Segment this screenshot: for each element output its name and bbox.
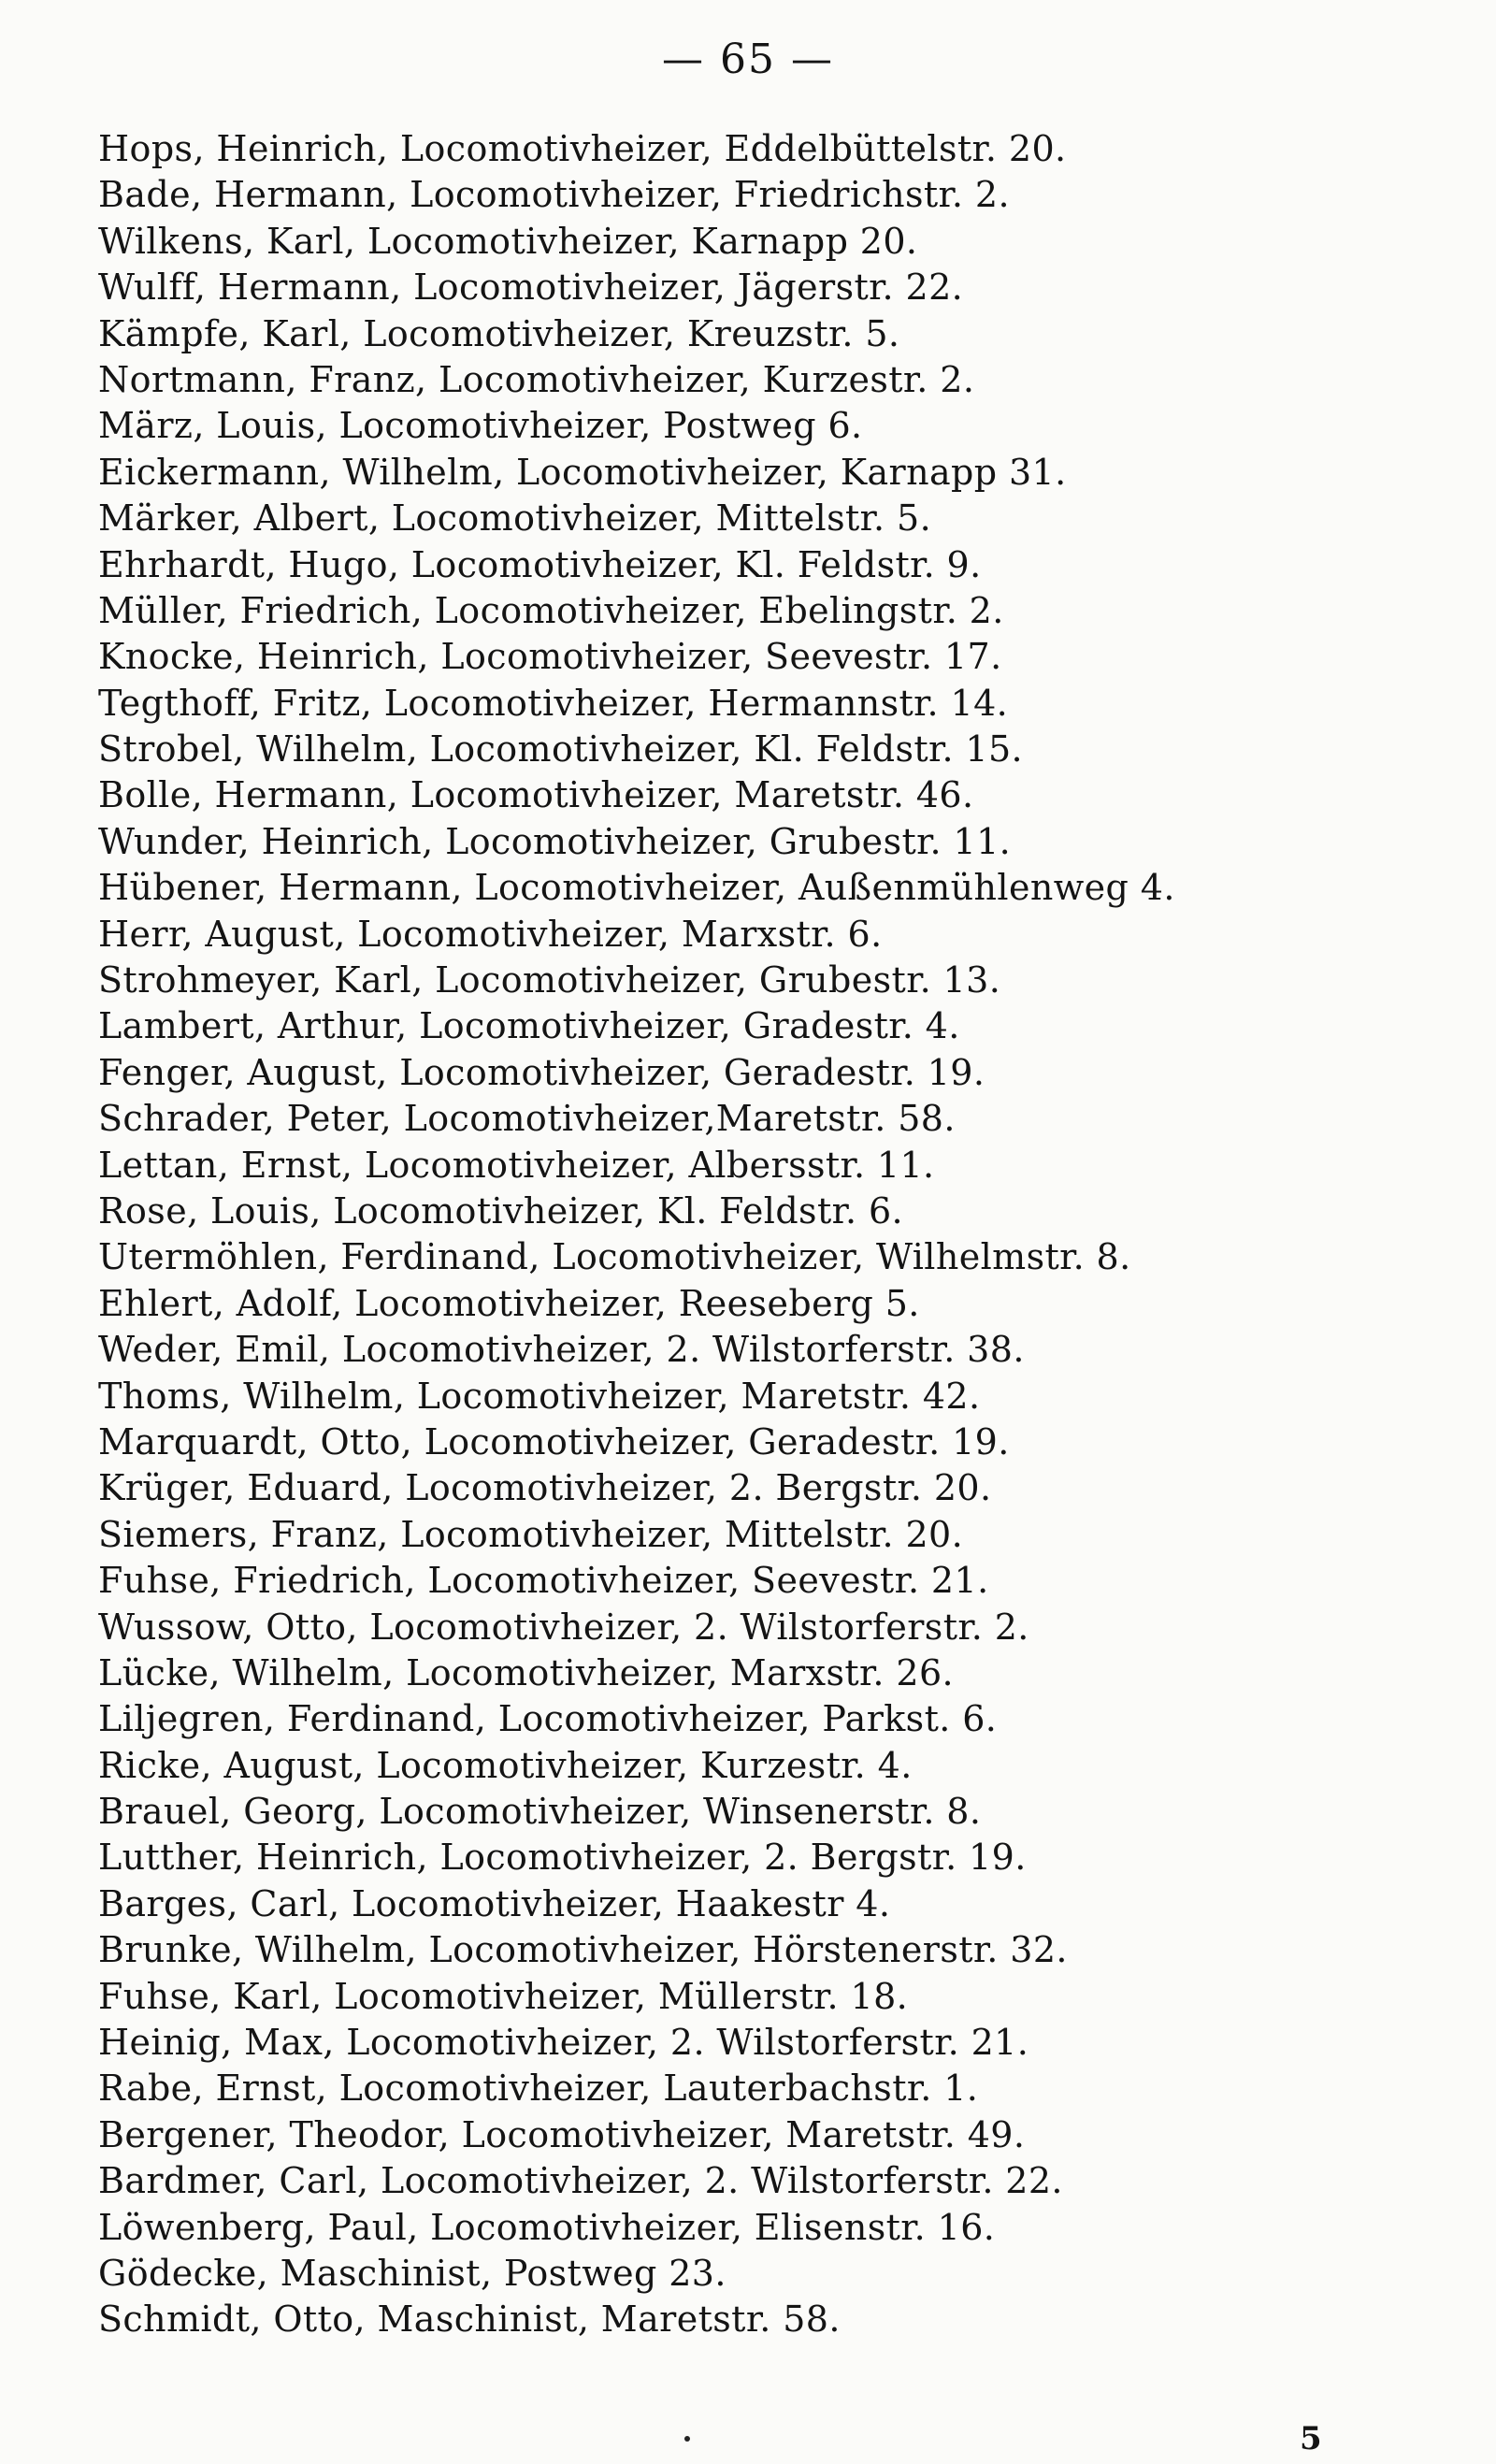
- list-item: Utermöhlen, Ferdinand, Locomotivheizer, Wilhelmstr. 8.: [98, 1236, 1131, 1278]
- list-item: Rabe, Ernst, Locomotivheizer, Lauterbachstr. 1.: [98, 2068, 979, 2110]
- list-item: Ricke, August, Locomotivheizer, Kurzestr. 4.: [98, 1744, 913, 1786]
- list-item: Tegthoff, Fritz, Locomotivheizer, Hermannstr. 14.: [98, 682, 1009, 724]
- list-item: Strobel, Wilhelm, Locomotivheizer, Kl. Feldstr. 15.: [98, 728, 1024, 771]
- list-item: Brauel, Georg, Locomotivheizer, Winsenerstr. 8.: [98, 1791, 982, 1833]
- list-item: Thoms, Wilhelm, Locomotivheizer, Maretstr. 42.: [98, 1375, 981, 1417]
- list-item: Bardmer, Carl, Locomotivheizer, 2. Wilstorferstr. 22.: [98, 2160, 1063, 2202]
- list-item: Ehlert, Adolf, Locomotivheizer, Reeseberg 5.: [98, 1282, 920, 1324]
- list-item: Lambert, Arthur, Locomotivheizer, Gradestr. 4.: [98, 1005, 960, 1047]
- signature-mark: 5: [1300, 2420, 1322, 2457]
- list-item: Krüger, Eduard, Locomotivheizer, 2. Bergstr. 20.: [98, 1467, 992, 1509]
- list-item: Fuhse, Friedrich, Locomotivheizer, Seevestr. 21.: [98, 1560, 989, 1602]
- list-item: Barges, Carl, Locomotivheizer, Haakestr 4.: [98, 1882, 891, 1924]
- list-item: Bergener, Theodor, Locomotivheizer, Maretstr. 49.: [98, 2113, 1026, 2155]
- list-item: Schrader, Peter, Locomotivheizer,Maretstr. 58.: [98, 1098, 956, 1140]
- list-item: Knocke, Heinrich, Locomotivheizer, Seevestr. 17.: [98, 636, 1002, 678]
- list-item: Fuhse, Karl, Locomotivheizer, Müllerstr. 18.: [98, 1975, 909, 2017]
- list-item: Lücke, Wilhelm, Locomotivheizer, Marxstr. 26.: [98, 1651, 955, 1693]
- list-item: Strohmeyer, Karl, Locomotivheizer, Grubestr. 13.: [98, 959, 1001, 1001]
- list-item: Löwenberg, Paul, Locomotivheizer, Elisenstr. 16.: [98, 2206, 996, 2248]
- list-item: Lutther, Heinrich, Locomotivheizer, 2. Bergstr. 19.: [98, 1837, 1027, 1879]
- list-item: Ehrhardt, Hugo, Locomotivheizer, Kl. Feldstr. 9.: [98, 543, 982, 585]
- list-item: Brunke, Wilhelm, Locomotivheizer, Hörstenerstr. 32.: [98, 1929, 1068, 1971]
- list-item: Hops, Heinrich, Locomotivheizer, Eddelbüttelstr. 20.: [98, 128, 1067, 169]
- list-item: Gödecke, Maschinist, Postweg 23.: [98, 2252, 726, 2294]
- list-item: Wulff, Hermann, Locomotivheizer, Jägerstr. 22.: [98, 267, 964, 309]
- list-item: Wilkens, Karl, Locomotivheizer, Karnapp 20.: [98, 220, 918, 262]
- list-item: Siemers, Franz, Locomotivheizer, Mittelstr. 20.: [98, 1513, 964, 1555]
- list-item: Märker, Albert, Locomotivheizer, Mittelstr. 5.: [98, 497, 932, 540]
- list-item: Bolle, Hermann, Locomotivheizer, Maretstr. 46.: [98, 774, 974, 816]
- list-item: Eickermann, Wilhelm, Locomotivheizer, Karnapp 31.: [98, 451, 1067, 493]
- list-item: Müller, Friedrich, Locomotivheizer, Ebelingstr. 2.: [98, 589, 1004, 631]
- list-item: Heinig, Max, Locomotivheizer, 2. Wilstorferstr. 21.: [98, 2022, 1029, 2064]
- list-item: Nortmann, Franz, Locomotivheizer, Kurzestr. 2.: [98, 358, 975, 400]
- list-item: Hübener, Hermann, Locomotivheizer, Außenmühlenweg 4.: [98, 867, 1175, 909]
- list-item: Rose, Louis, Locomotivheizer, Kl. Feldstr. 6.: [98, 1189, 904, 1232]
- list-item: März, Louis, Locomotivheizer, Postweg 6.: [98, 405, 863, 447]
- page-number: — 65 —: [662, 36, 834, 83]
- list-item: Liljegren, Ferdinand, Locomotivheizer, Parkst. 6.: [98, 1698, 998, 1740]
- list-item: Schmidt, Otto, Maschinist, Maretstr. 58.: [98, 2298, 841, 2341]
- list-item: Marquardt, Otto, Locomotivheizer, Geradestr. 19.: [98, 1420, 1010, 1463]
- print-dot: [684, 2436, 690, 2442]
- list-item: Weder, Emil, Locomotivheizer, 2. Wilstorferstr. 38.: [98, 1329, 1025, 1371]
- list-item: Kämpfe, Karl, Locomotivheizer, Kreuzstr. 5.: [98, 312, 900, 354]
- list-item: Fenger, August, Locomotivheizer, Geradestr. 19.: [98, 1051, 985, 1093]
- list-item: Herr, August, Locomotivheizer, Marxstr. 6.: [98, 913, 883, 955]
- entry-list: [98, 126, 1407, 2343]
- list-item: Wunder, Heinrich, Locomotivheizer, Grubestr. 11.: [98, 820, 1012, 862]
- list-item: Wussow, Otto, Locomotivheizer, 2. Wilstorferstr. 2.: [98, 1606, 1029, 1648]
- list-item: Lettan, Ernst, Locomotivheizer, Albersstr. 11.: [98, 1144, 935, 1186]
- list-item: Bade, Hermann, Locomotivheizer, Friedrichstr. 2.: [98, 174, 1010, 216]
